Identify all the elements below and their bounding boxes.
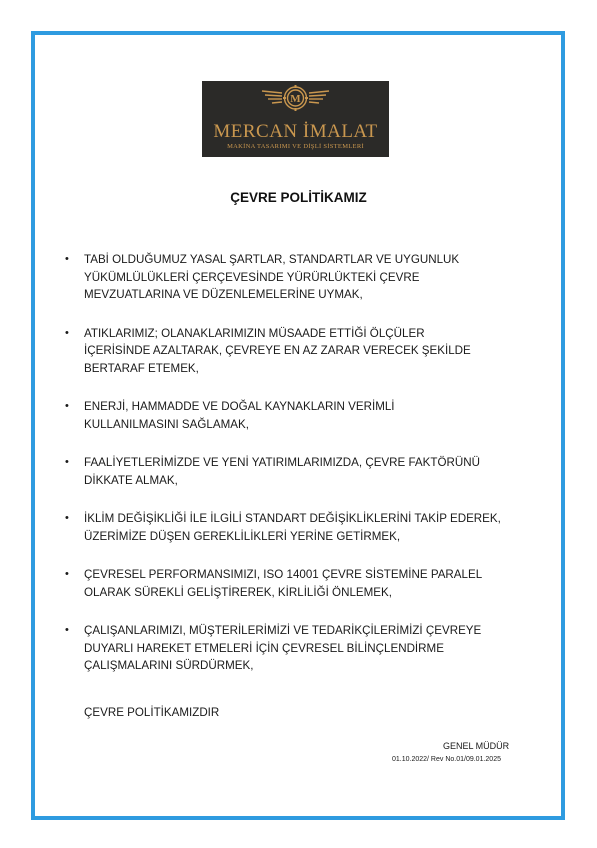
policy-item-line: ÇALIŞANLARIMIZI, MÜŞTERİLERİMİZİ VE TEDARİKÇİLERİMİZİ ÇEVREYE	[84, 624, 482, 637]
policy-item-line: ÇALIŞMALARINI SÜRDÜRMEK,	[84, 659, 254, 672]
policy-item-line: OLARAK SÜREKLİ GELİŞTİREREK, KİRLİLİĞİ ÖNLEMEK,	[84, 585, 392, 599]
policy-item	[62, 454, 542, 489]
policy-list	[62, 251, 542, 696]
bullet-icon: •	[65, 326, 69, 339]
policy-item-line: DUYARLI HAREKET ETMELERİ İÇİN ÇEVRESEL BİLİNÇLENDİRME	[84, 641, 444, 655]
document-title: ÇEVRE POLİTİKAMIZ	[230, 190, 367, 205]
bullet-icon: •	[65, 624, 69, 636]
policy-item-line: İÇERİSİNDE AZALTARAK, ÇEVREYE EN AZ ZARAR VERECEK ŞEKİLDE	[84, 344, 471, 357]
policy-item-line: ATIKLARIMIZ; OLANAKLARIMIZIN MÜSAADE ETTİĞİ ÖLÇÜLER	[84, 326, 425, 340]
bullet-icon: •	[65, 568, 69, 580]
policy-item	[62, 566, 542, 601]
policy-item-line: TABİ OLDUĞUMUZ YASAL ŞARTLAR, STANDARTLAR VE UYGUNLUK	[84, 253, 460, 266]
signature-title: GENEL MÜDÜR	[443, 741, 510, 751]
company-name: MERCAN İMALAT	[213, 121, 378, 142]
policy-item-line: ÇEVRESEL PERFORMANSIMIZI, ISO 14001 ÇEVRE SİSTEMİNE PARALEL	[84, 568, 483, 581]
policy-item-line: ÜZERİMİZE DÜŞEN GEREKLİLİKLERİ YERİNE GETİRMEK,	[84, 529, 401, 543]
company-tagline: MAKİNA TASARIMI VE DİŞLİ SİSTEMLERİ	[227, 143, 364, 150]
policy-item-line: FAALİYETLERİMİZDE VE YENİ YATIRIMLARIMIZDA, ÇEVRE FAKTÖRÜNÜ	[84, 456, 480, 469]
policy-item-line: BERTARAF ETEMEK,	[84, 361, 199, 375]
policy-item	[62, 398, 542, 433]
bullet-icon: •	[65, 512, 69, 524]
policy-item	[62, 251, 542, 304]
policy-item-line: YÜKÜMLÜLÜKLERİ ÇERÇEVESİNDE YÜRÜRLÜKTEKİ ÇEVRE	[84, 270, 420, 284]
policy-item-line: ENERJİ, HAMMADDE VE DOĞAL KAYNAKLARIN VERİMLİ	[84, 400, 395, 413]
policy-item	[62, 622, 542, 675]
closing-statement: ÇEVRE POLİTİKAMIZDIR	[84, 706, 220, 719]
bullet-icon: •	[65, 253, 69, 265]
winged-gear-emblem-icon	[202, 81, 389, 121]
emblem-letter: M	[290, 93, 301, 105]
policy-item-line: DİKKATE ALMAK,	[84, 473, 178, 487]
revision-info: 01.10.2022/ Rev No.01/09.01.2025	[392, 756, 501, 763]
company-logo	[202, 81, 389, 157]
policy-item	[62, 325, 542, 378]
policy-item-line: KULLANILMASINI SAĞLAMAK,	[84, 417, 249, 431]
policy-item	[62, 510, 542, 545]
bullet-icon: •	[65, 400, 69, 412]
policy-item-line: MEVZUATLARINA VE DÜZENLEMELERİNE UYMAK,	[84, 288, 363, 301]
bullet-icon: •	[65, 456, 69, 468]
policy-item-line: İKLİM DEĞİŞİKLİĞİ İLE İLGİLİ STANDART DEĞİŞİKLİKLERİNİ TAKİP EDEREK,	[84, 512, 501, 525]
